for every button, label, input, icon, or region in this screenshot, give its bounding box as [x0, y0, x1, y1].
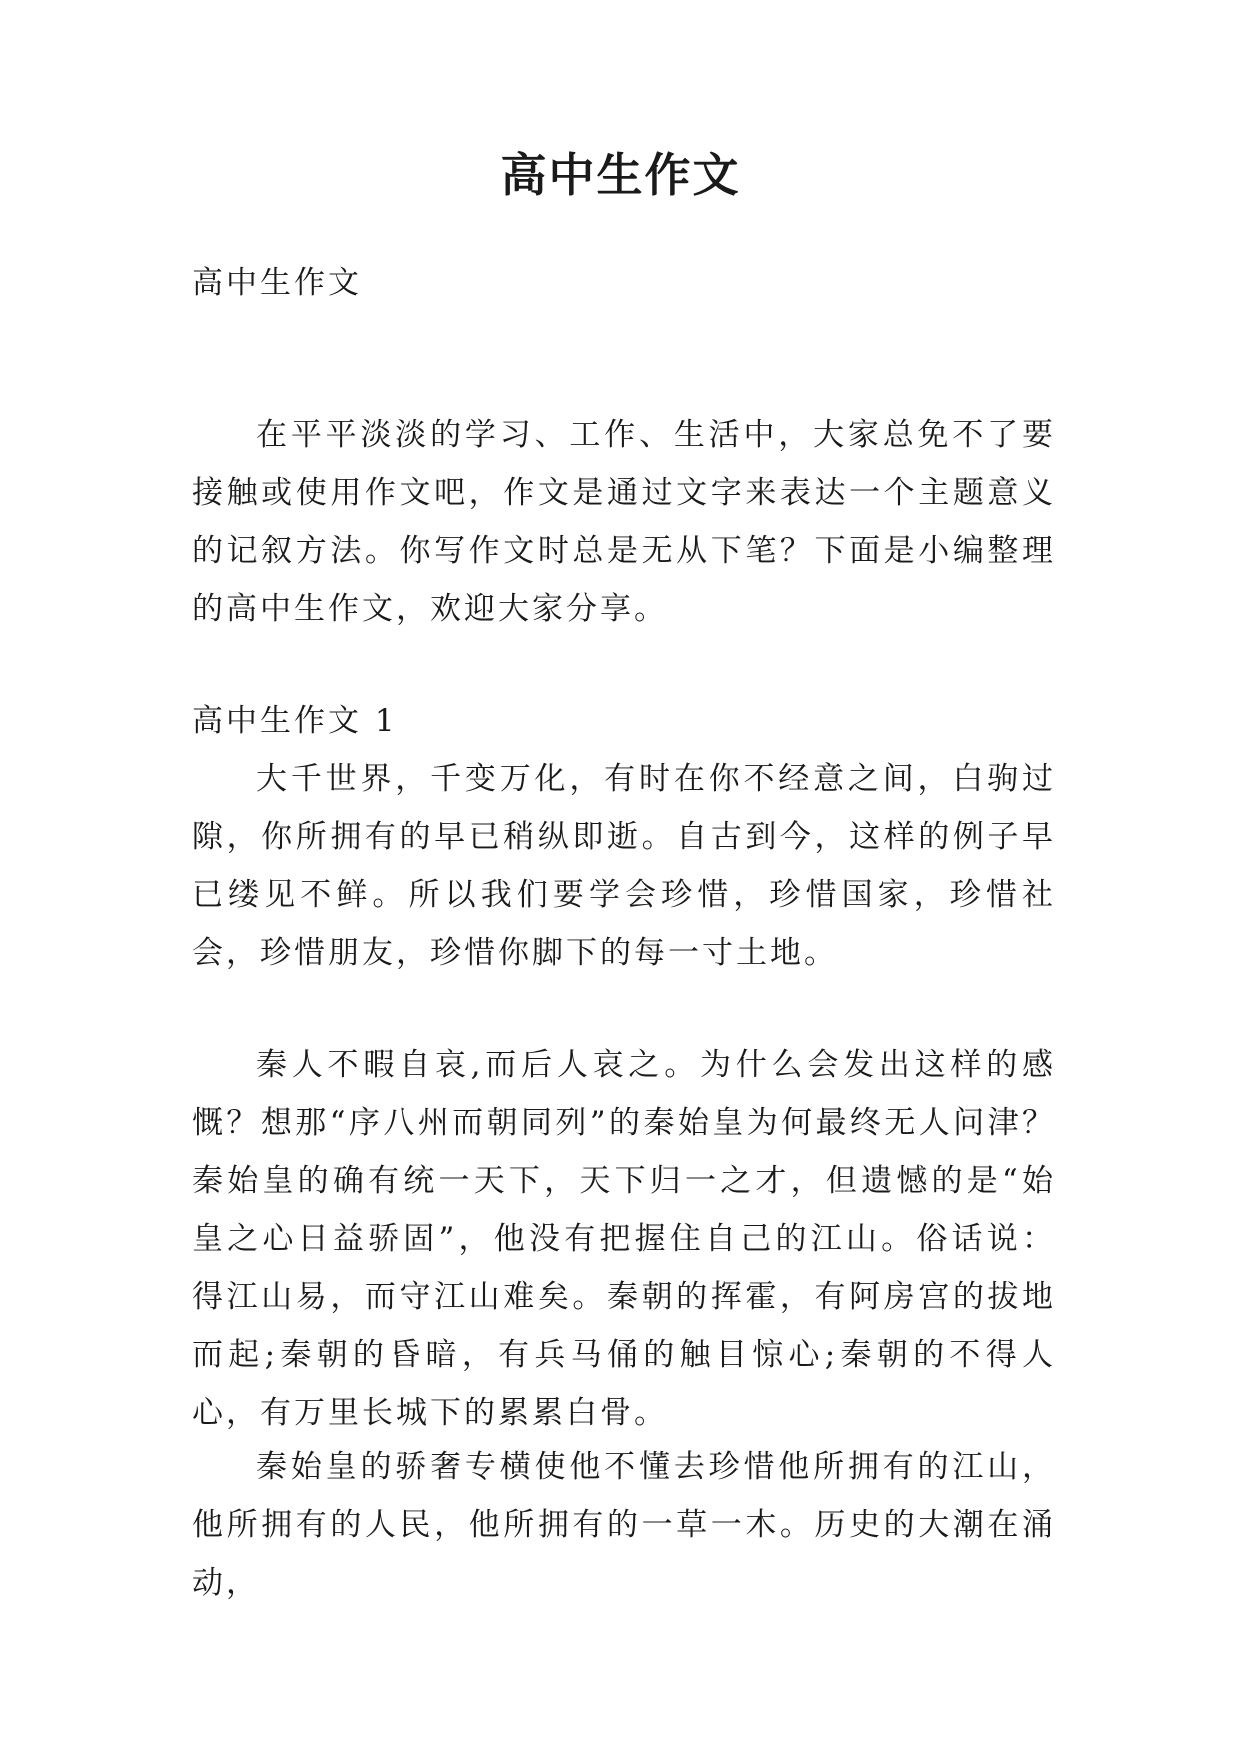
document-title: 高中生作文	[500, 148, 741, 202]
intro-paragraph: 在平平淡淡的学习、工作、生活中，大家总免不了要接触或使用作文吧，作文是通过文字来表达一个主题意义的记叙方法。你写作文时总是无从下笔？下面是小编整理的高中生作文，欢迎大家分享。	[192, 417, 1056, 627]
section-paragraph-2: 秦人不暇自哀,而后人哀之。为什么会发出这样的感慨？想那“序八州而朝同列”的秦始皇为何最终无人问津？秦始皇的确有统一天下，天下归一之才，但遗憾的是“始皇之心日益骄固”，他没有把握住自己的江山。俗话说：得江山易，而守江山难矣。秦朝的挥霍，有阿房宫的拔地而起;秦朝的昏暗，有兵马俑的触目惊心;秦朝的不得人心，有万里长城下的累累白骨。	[192, 1047, 1056, 1431]
document-subtitle: 高中生作文	[192, 265, 362, 301]
section-heading: 高中生作文 1	[192, 703, 398, 739]
section-paragraph-1: 大千世界，千变万化，有时在你不经意之间，白驹过隙，你所拥有的早已稍纵即逝。自古到今，这样的例子早已缕见不鲜。所以我们要学会珍惜，珍惜国家，珍惜社会，珍惜朋友，珍惜你脚下的每一寸土地。	[192, 761, 1056, 971]
section-paragraph-3: 秦始皇的骄奢专横使他不懂去珍惜他所拥有的江山，他所拥有的人民，他所拥有的一草一木。历史的大潮在涌动，	[192, 1449, 1056, 1601]
